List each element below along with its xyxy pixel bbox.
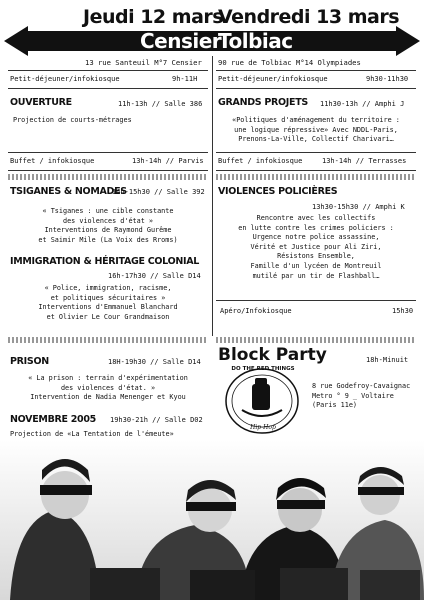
tsiganes-title: TSIGANES & NOMADES <box>10 186 127 197</box>
immigration-text: « Police, immigration, racisme, et politiques sécuritaires » Interventions d'Emmanuel Blanchard et Olivier Le Cour Grandmaison <box>38 284 178 321</box>
novembre-text: Projection de «La Tentation de l'émeute» <box>10 430 174 438</box>
ouverture-title: OUVERTURE <box>10 97 72 108</box>
novembre-title: NOVEMBRE 2005 <box>10 414 96 425</box>
divider-strip <box>8 337 208 343</box>
novembre-meta: 19h30-21h // Salle D02 <box>110 416 203 424</box>
prison-text: « La prison : terrain d'expérimentation des violences d'état. » Intervention de Nadia Menenger et Kyou <box>28 374 188 402</box>
divider-strip <box>216 337 416 343</box>
violences-meta: 13h30-15h30 // Amphi K <box>312 203 405 211</box>
breakfast-right-time: 9h30-11h30 <box>366 75 409 83</box>
block-party-time: 18h-Minuit <box>366 356 409 364</box>
block-party-title: Block Party <box>218 345 327 365</box>
violences-title: VIOLENCES POLICIÈRES <box>218 186 338 197</box>
grands-projets-text: «Politiques d'aménagement du territoire : une logique répressive» Avec NDDL-Paris, Prenons-La-Ville, Collectif Charivari… <box>232 116 400 144</box>
breakfast-left-time: 9h-11H <box>172 75 198 83</box>
buffet-right-meta: 13h-14h // Terrasses <box>322 157 407 165</box>
divider-strip <box>216 174 416 180</box>
logo-bottom-text: Hip-Hop <box>250 424 276 431</box>
logo-top-text: DO THE RED THINGS <box>231 366 295 372</box>
divider-strip <box>8 174 208 180</box>
day-right: Vendredi 13 mars <box>218 6 400 28</box>
apero-label: Apéro/Infokiosque <box>220 307 292 315</box>
apero-time: 15h30 <box>392 307 414 315</box>
venue-right: Tolbiac <box>218 29 293 53</box>
address-right: 90 rue de Tolbiac M°14 Olympiades <box>218 58 361 67</box>
block-party-address: 8 rue Godefroy-Cavaignac Metro ° 9 _ Voltaire (Paris 11e) <box>312 382 411 410</box>
breakfast-right-label: Petit-déjeuner/infokiosque <box>218 75 328 83</box>
tsiganes-text: « Tsiganes : une cible constante des violences d'état » Interventions de Raymond Gurême et Saimir Mile (La Voix des Rroms) <box>38 207 178 244</box>
grands-projets-meta: 11h30-13h // Amphi J <box>320 100 405 108</box>
center-divider <box>212 56 213 336</box>
breakfast-left-label: Petit-déjeuner/infokiosque <box>10 75 120 83</box>
buffet-right-label: Buffet / infokiosque <box>218 157 303 165</box>
buffet-left-meta: 13h-14h // Parvis <box>132 157 204 165</box>
prison-title: PRISON <box>10 356 49 367</box>
day-left: Jeudi 12 mars <box>83 6 224 28</box>
grands-projets-title: GRANDS PROJETS <box>218 97 308 108</box>
violences-text: Rencontre avec les collectifs en lutte contre les crimes policiers : Urgence notre police assassine, Vérité et Justice pour Ali Ziri, Résistons Ensemble, Famille d'un lycéen de Montreuil mutilé par un tir de Flashball… <box>238 214 394 280</box>
prison-meta: 18H-19h30 // Salle D14 <box>108 358 201 366</box>
immigration-title: IMMIGRATION & HÉRITAGE COLONIAL <box>10 256 200 267</box>
blindfolded-typists-photo <box>0 440 424 600</box>
immigration-meta: 16h-17h30 // Salle D14 <box>108 272 201 280</box>
tsiganes-meta: 14h-15h30 // Salle 392 <box>112 188 205 196</box>
buffet-left-label: Buffet / infokiosque <box>10 157 95 165</box>
ouverture-meta: 11h-13h // Salle 386 <box>118 100 203 108</box>
address-left: 13 rue Santeuil M°7 Censier <box>85 58 202 67</box>
venue-left: Censier <box>140 29 222 53</box>
ouverture-text: Projection de courts-métrages <box>13 116 132 124</box>
